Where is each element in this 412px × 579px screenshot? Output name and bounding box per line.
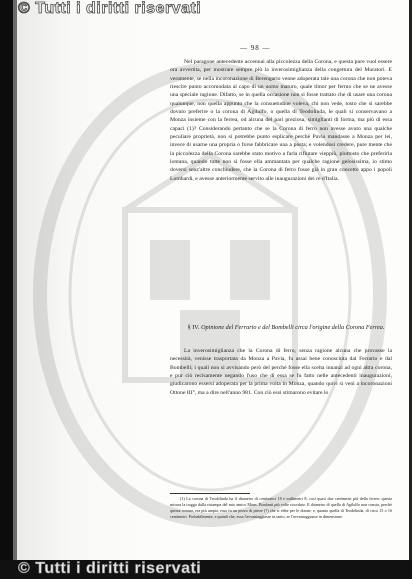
section-title: Opinione del Ferrario e del Bombelli circa l'origine della Corona Ferrea. [201,324,385,331]
footnote-rule [170,493,250,494]
scan-border-left [0,0,13,579]
section-heading [186,323,386,332]
body-text [170,58,392,183]
section-number: § IV. [187,324,200,331]
copyright-watermark-bottom: © Tutti i diritti riservati [18,560,202,577]
copyright-watermark-top: © Tutti i diritti riservati [18,0,202,17]
footnote-text: (1) La corona di Teodolinda ha il diametro di centimetri 18 e millimetri 8; così quasi due centimetri più della ferrea: questa misura la traggo dalla ristampa del mio amico Mons. Bonfanti più volte ricordato. Il diametro di quella di Agilulfo non consta, perchè questa corona, era più ampia, essa fu un pezzo di pietre (?) che si ebbe per le donne; e, quanto quella di Teodolinda, di circa 15 o 16 centimetri. Probabilmente, e quindi che, essa l'avvantaggiasse in tanto, se l'avvantaggiasse in dimensione. [170,496,392,520]
body-text-2 [170,347,392,397]
footnote [170,496,392,520]
paragraph: La inverosimiglianza che la Corona di ferro, senza ragione alcuna che provasse la necessità, venisse trasportata da Monza a Pavia, fu assai bene conosciuta dal Ferrario e dal Bombelli; i quali non si avvisando però del perchè fosse ella scelta innanzi ad ogni altra corona, e pur ciò recisamente negando l'uso che di essa se fu fatto nelle antecedenti inaugurazioni, giudicarono essersi adoperata per la prima volta in Monza, quando quivi si venì a incoronazioni Ottone III°, ma a dire nell'anno 981. Con ciò essi stimarono evitare lo [170,348,392,396]
page-number: — 98 — [240,44,271,52]
paragraph: Nel paragone antecedente accennai alla piccolezza della Corona, e questa pure vuol essere ora avvertita, per mostrare sempre più la inverosimiglianza della congettura del Muratori. E veramente, se nella incoronazione di Berengario venne adoperata tale una corona che non poteva riescire punto accomodata al capo di un uomo maturo, quale timor per fermo che se ne avesse una speciale ragione. Difatto, se in quella occasione non si fosse trattato che di usare una corona qualunque, non quella appunto che la consuetudine voleva, chi non vede, tosto che si sarebbe dovuto preferire o la corona di Agilulfo, o quella di Teodolinda, le quali si conservavano a Monza insieme con la ferrea, od alcuna del pari preziosa, simiglianti di forma, ma più di essa capaci (1)? Considerando pertanto che se la Corona di ferro non avesse avuto una qualche peculiare proprietà, non si potrebbe punto esplicare perchè Pavia mandasse a Monza per lei, invece di usarne una propria o forse fabbricare una a posta; e volendosi credere, pure mente che la piccolezza della Corona sarebbe stato motivo a farla rifiutare vieppiù, piuttosto che preferirla lontana, quando tutte non si fosse ella ammantata per qualche ragione gelosissima, io stimo doversi senz'altre conchiudere, che la Corona di ferro fosse già in gran concetto appo i popoli Lombardi, e avesse anteriormente servito alle inaugurazioni dei re d'Italia. [170,59,392,182]
scan-border-left-edge [13,0,17,579]
